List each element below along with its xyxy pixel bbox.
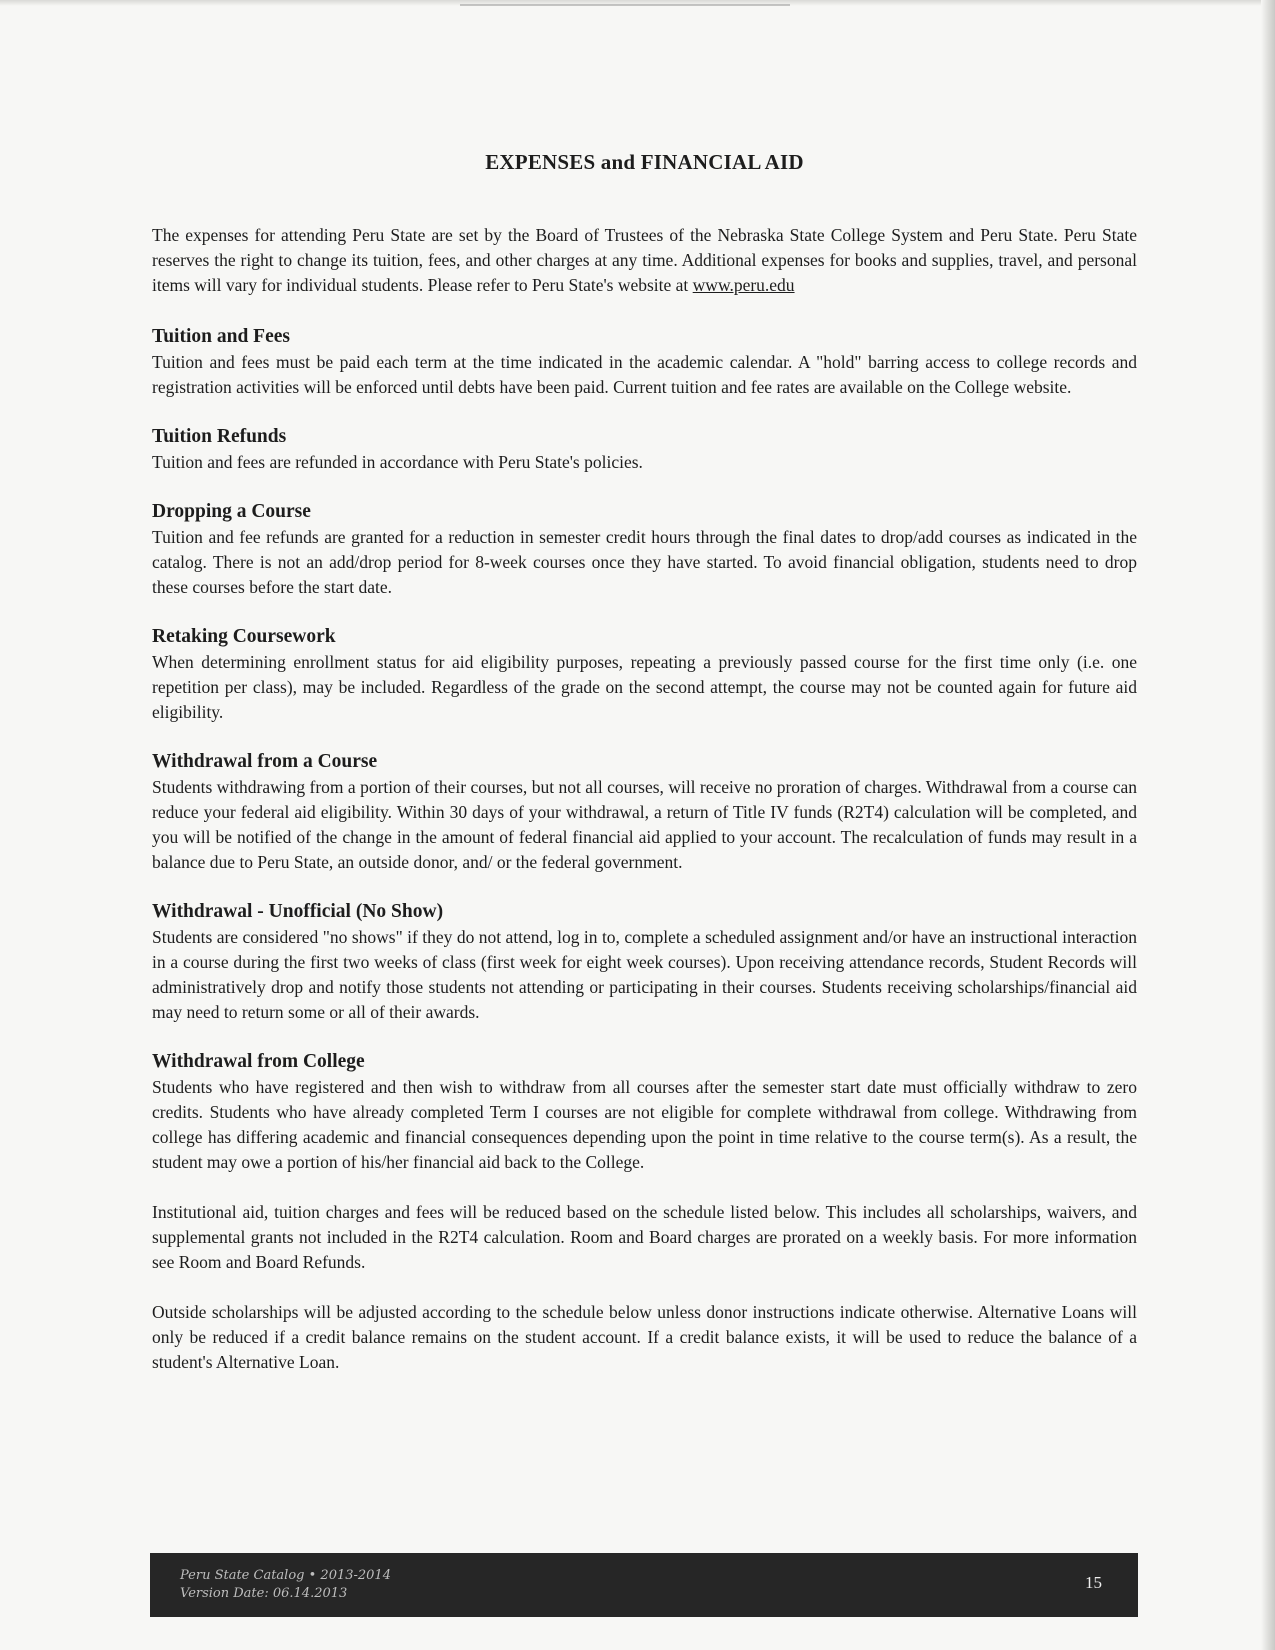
section-heading: Withdrawal - Unofficial (No Show) [152,901,444,922]
section-heading: Tuition and Fees [152,326,290,347]
footer-catalog-title: Peru State Catalog • 2013-2014 [180,1568,391,1583]
section-tuition-and-fees [152,324,1137,400]
section-body: Tuition and fees must be paid each term at the time indicated in the academic calendar. A "hold" barring access to college records and registration activities will be enforced until debts have been paid. Current tuition and fee rates are available on the College website. [152,352,1137,397]
section-body: When determining enrollment status for aid eligibility purposes, repeating a previously passed course for the first time only (i.e. one repetition per class), may be included. Regardless of the grade on the second attempt, the course may not be counted again for future aid eligibility. [152,652,1137,722]
section-tuition-refunds [152,424,1137,475]
section-body: Tuition and fee refunds are granted for a reduction in semester credit hours through the final dates to drop/add courses as indicated in the catalog. There is not an add/drop period for 8-week courses once they have started. To avoid financial obligation, students need to drop these courses before the start date. [152,527,1137,597]
footer-catalog-info [180,1567,391,1603]
page-right-edge [1261,0,1275,1650]
section-withdrawal-unofficial [152,899,1137,1025]
section-body: Students are considered "no shows" if they do not attend, log in to, complete a scheduled assignment and/or have an instructional interaction in a course during the first two weeks of class (first week for eight week courses). Upon receiving attendance records, Student Records will administratively drop and notify those students not attending or participating in their courses. Students receiving scholarships/financial aid may need to return some or all of their awards. [152,927,1137,1022]
website-link[interactable]: www.peru.edu [692,275,795,295]
section-heading: Withdrawal from College [152,1051,365,1072]
section-heading: Retaking Coursework [152,626,336,647]
section-dropping-a-course [152,499,1137,600]
page-footer [150,1553,1138,1617]
scan-artifact [460,4,790,6]
section-body: Tuition and fees are refunded in accordance with Peru State's policies. [152,452,643,472]
intro-paragraph [152,223,1137,298]
footer-version-date: Version Date: 06.14.2013 [180,1586,348,1601]
intro-text: The expenses for attending Peru State are set by the Board of Trustees of the Nebraska State College System and Peru State. Peru State reserves the right to change its tuition, fees, and other charges at any time. Additional expenses for books and supplies, travel, and personal items will vary for individual students. Please refer to Peru State's website at [152,225,1137,295]
section-heading: Tuition Refunds [152,426,287,447]
section-withdrawal-from-college [152,1049,1137,1375]
page-title: EXPENSES and FINANCIAL AID [485,150,804,174]
section-retaking-coursework [152,624,1137,725]
section-heading: Withdrawal from a Course [152,751,378,772]
section-body: Outside scholarships will be adjusted according to the schedule below unless donor instructions indicate otherwise. Alternative Loans will only be reduced if a credit balance remains on the student account. If a credit balance exists, it will be used to reduce the balance of a student's Alternative Loan. [152,1302,1137,1372]
section-body: Students who have registered and then wish to withdraw from all courses after the semester start date must officially withdraw to zero credits. Students who have already completed Term I courses are not eligible for complete withdrawal from college. Withdrawing from college has differing academic and financial consequences depending upon the point in time relative to the course term(s). As a result, the student may owe a portion of his/her financial aid back to the College. [152,1077,1137,1172]
page-content [152,150,1137,1399]
section-heading: Dropping a Course [152,501,311,522]
section-body: Students withdrawing from a portion of their courses, but not all courses, will receive no proration of charges. Withdrawal from a course can reduce your federal aid eligibility. Within 30 days of your withdrawal, a return of Title IV funds (R2T4) calculation will be completed, and you will be notified of the change in the amount of federal financial aid applied to your account. The recalculation of funds may result in a balance due to Peru State, an outside donor, and/ or the federal government. [152,777,1137,872]
section-body: Institutional aid, tuition charges and fees will be reduced based on the schedule listed below. This includes all scholarships, waivers, and supplemental grants not included in the R2T4 calculation. Room and Board charges are prorated on a weekly basis. For more information see Room and Board Refunds. [152,1202,1137,1272]
page-number: 15 [1085,1573,1102,1592]
section-withdrawal-from-a-course [152,749,1137,875]
